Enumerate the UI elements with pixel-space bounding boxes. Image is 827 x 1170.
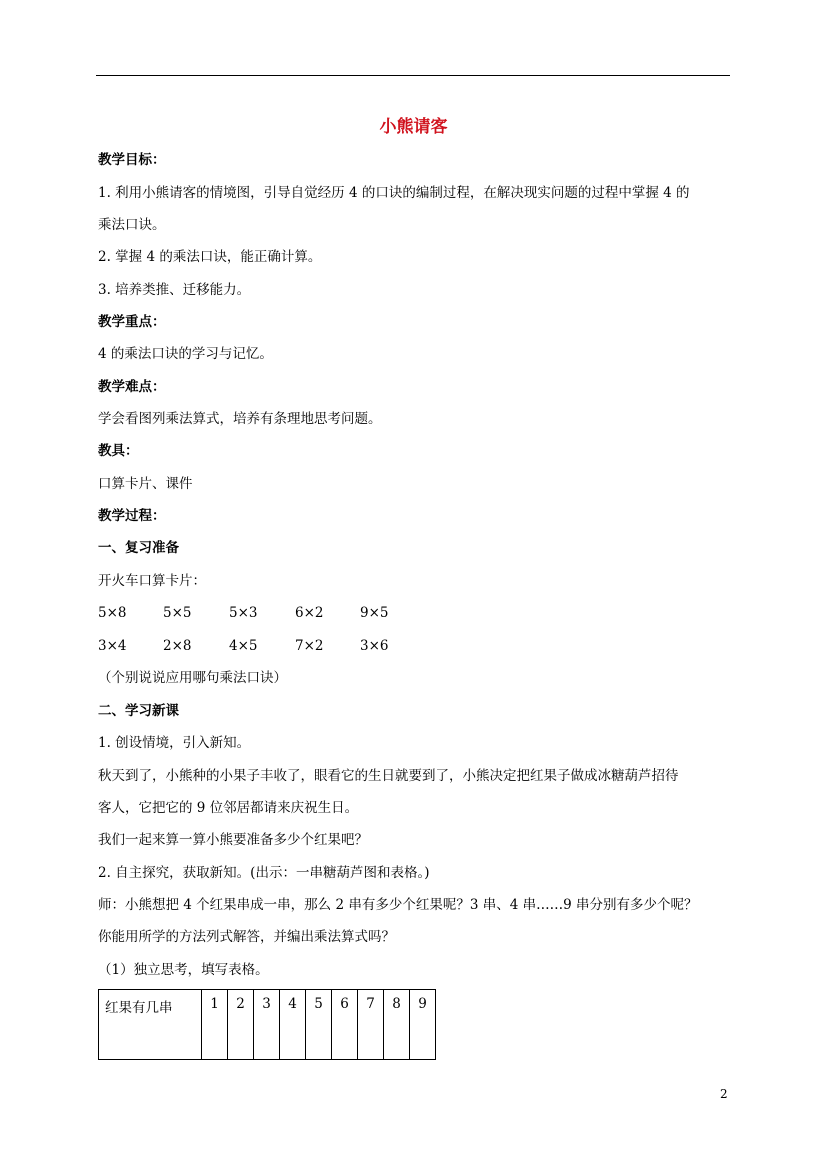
page-title: 小熊请客 <box>379 117 448 137</box>
section-1-heading: 一、复习准备 <box>98 540 179 556</box>
page-number: 2 <box>720 1087 728 1101</box>
goal-3: 3. 培养类推、迁移能力。 <box>98 282 251 298</box>
table-cell: 2 <box>228 990 254 1060</box>
story-line2: 客人，它把它的 9 位邻居都请来庆祝生日。 <box>98 800 359 816</box>
table-cell: 3 <box>254 990 280 1060</box>
red-fruit-table <box>98 989 436 1060</box>
goals-heading: 教学目标： <box>98 152 166 168</box>
story-line3: 我们一起来算一算小熊要准备多少个红果吧？ <box>98 832 368 848</box>
table-cell: 6 <box>332 990 358 1060</box>
calc-item: 2×8 <box>163 638 192 654</box>
goal-1-line2: 乘法口诀。 <box>98 217 166 233</box>
goal-1-line1: 1. 利用小熊请客的情境图，引导自觉经历 4 的口诀的编制过程，在解决现实问题的过程中掌握 4 的 <box>98 185 690 201</box>
sub-step-1: （1）独立思考，填写表格。 <box>98 962 269 978</box>
header-rule <box>96 75 730 76</box>
step-1: 1. 创设情境，引入新知。 <box>98 735 251 751</box>
table-row <box>99 990 436 1060</box>
calc-item: 4×5 <box>229 638 258 654</box>
calc-item: 5×5 <box>163 605 192 621</box>
calc-item: 3×4 <box>98 638 127 654</box>
difficult-heading: 教学难点： <box>98 379 166 395</box>
teacher-line2: 你能用所学的方法列式解答，并编出乘法算式吗？ <box>98 929 395 945</box>
table-cell: 5 <box>306 990 332 1060</box>
tools-heading: 教具： <box>98 443 139 459</box>
table-cell: 9 <box>410 990 436 1060</box>
table-header-cell: 红果有几串 <box>99 990 202 1060</box>
train-cards-label: 开火车口算卡片： <box>98 573 206 589</box>
calc-item: 5×3 <box>229 605 258 621</box>
table-cell: 4 <box>280 990 306 1060</box>
story-line1: 秋天到了，小熊种的小果子丰收了，眼看它的生日就要到了，小熊决定把红果子做成冰糖葫芦招待 <box>98 768 679 784</box>
calc-note: （个别说说应用哪句乘法口诀） <box>98 670 287 686</box>
process-heading: 教学过程： <box>98 508 166 524</box>
calc-item: 9×5 <box>360 605 389 621</box>
difficult-text: 学会看图列乘法算式，培养有条理地思考问题。 <box>98 411 382 427</box>
teacher-line1: 师：小熊想把 4 个红果串成一串，那么 2 串有多少个红果呢？3 串、4 串……9 串分别有多少个呢？ <box>98 897 698 913</box>
step-2: 2. 自主探究，获取新知。(出示：一串糖葫芦图和表格。) <box>98 865 430 881</box>
key-text: 4 的乘法口诀的学习与记忆。 <box>98 346 273 362</box>
calc-item: 6×2 <box>295 605 324 621</box>
goal-2: 2. 掌握 4 的乘法口诀，能正确计算。 <box>98 249 322 265</box>
section-2-heading: 二、学习新课 <box>98 703 179 719</box>
table-cell: 1 <box>202 990 228 1060</box>
key-heading: 教学重点： <box>98 314 166 330</box>
calc-item: 7×2 <box>295 638 324 654</box>
tools-text: 口算卡片、课件 <box>98 476 193 492</box>
table-cell: 8 <box>384 990 410 1060</box>
calc-item: 3×6 <box>360 638 389 654</box>
table-cell: 7 <box>358 990 384 1060</box>
calc-item: 5×8 <box>98 605 127 621</box>
